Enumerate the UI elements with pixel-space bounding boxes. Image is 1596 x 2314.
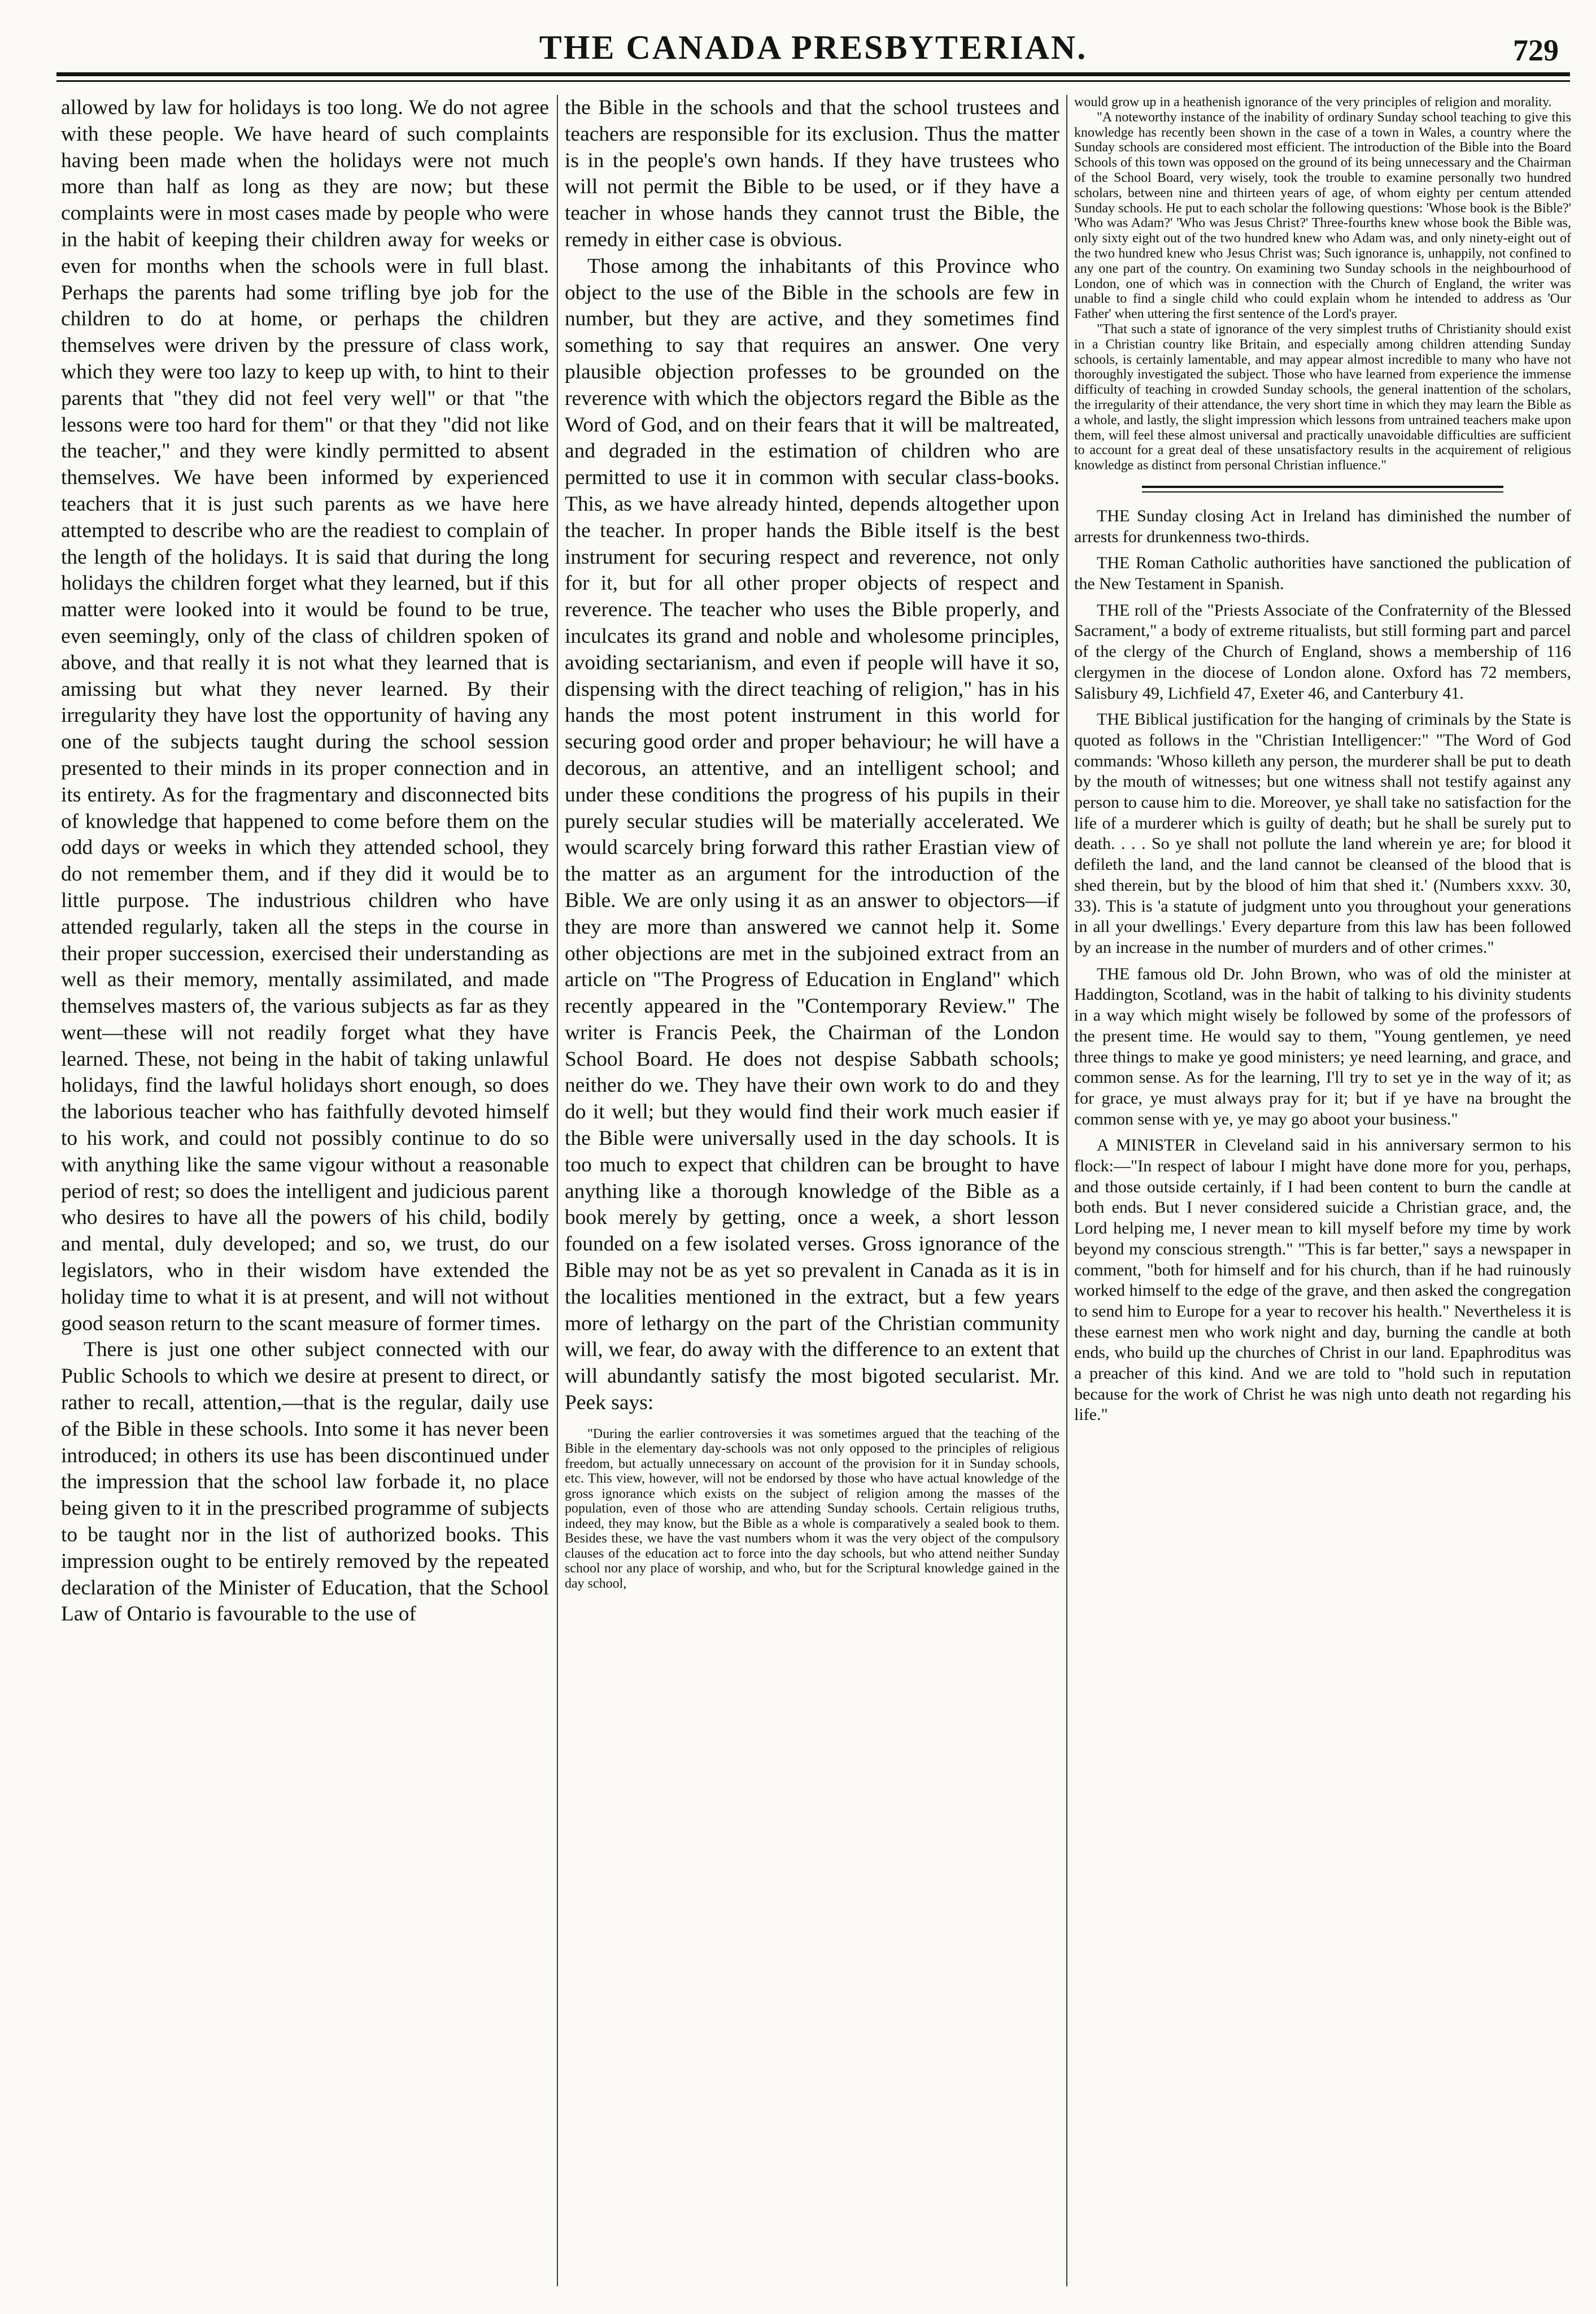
header-rule-thin <box>56 80 1570 82</box>
column-1 <box>61 95 549 2286</box>
block-quote: would grow up in a heathenish ignorance of the very principles of religion and morality. <box>1074 95 1552 110</box>
column-divider-2 <box>1066 95 1067 2286</box>
section-separator-thin <box>1142 491 1503 493</box>
column-3 <box>1074 95 1571 2286</box>
page-number: 729 <box>1513 33 1559 67</box>
paragraph: There is just one other subject connected with our Public Schools to which we desire at present to direct, or rather to recall, attention,—that is the regular, daily use of the Bible in these schools. Into some it has never been introduced; in others its use has been discontinued under the impression that the school law forbade it, no place being given to it in the prescribed programme of subjects to be taught nor in the list of authorized books. This impression ought to be entirely removed by the repeated declaration of the Minister of Education, that the School Law of Ontario is favourable to the use of <box>61 1338 549 1626</box>
block-quote: "During the earlier controversies it was sometimes argued that the teaching of the Bible in the elementary day-schools was not only opposed to the principles of religious freedom, but actually unnecessary on account of the provision for it in Sunday schools, etc. This view, however, will not be endorsed by those who have actual knowledge of the gross ignorance which exists on the subject of religion among the masses of the population, even of those who are attending Sunday schools. Certain religious truths, indeed, they may know, but the Bible as a whole is comparatively a sealed book to them. Besides these, we have the vast numbers whom it was the very object of the compulsory clauses of the education act to force into the day schools, but who attend neither Sunday school nor any place of worship, and who, but for the Scriptural knowledge gained in the day school, <box>565 1426 1059 1591</box>
news-item: A MINISTER in Cleveland said in his anniversary sermon to his flock:—"In respect of labour I might have done more for you, perhaps, and those outside certainly, if I had been content to burn the candle at both ends. But I never considered suicide a Christian grace, and, the Lord helping me, I never mean to kill myself before my time by work beyond my conscious strength." "This is far better," says a newspaper in comment, "both for himself and for his church, than if he had ruinously worked himself to the edge of the grave, and then asked the congregation to send him to Europe for a year to recover his health." Nevertheless it is these earnest men who work night and day, burning the candle at both ends, who build up the churches of Christ in our land. Epaphroditus was a preacher of this kind. And we are told to "hold such in reputation because for the work of Christ he was nigh unto death not regarding his life." <box>1074 1136 1571 1424</box>
news-item: THE Roman Catholic authorities have sanctioned the publication of the New Testament in Spanish. <box>1074 554 1571 594</box>
paragraph: Those among the inhabitants of this Province who object to the use of the Bible in the schools are few in number, but they are active, and they sometimes find something to say that requires an answer. One very plausible objection professes to be grounded on the reverence with which the objectors regard the Bible as the Word of God, and on their fears that it will be maltreated, and degraded in the estimation of children who are permitted to use it in common with secular class-books. This, as we have already hinted, depends altogether upon the teacher. In proper hands the Bible itself is the best instrument for securing respect and reverence, not only for it, but for all other proper objects of respect and reverence. The teacher who uses the Bible properly, and inculcates its grand and noble and wholesome principles, avoiding sectarianism, and even if people will have it so, dispensing with the direct teaching of religion," has in his hands the most potent instrument in this world for securing good order and proper behaviour; he will have a decorous, an attentive, and an intelligent school; and under these conditions the progress of his pupils in their purely secular studies will be materially accelerated. We would scarcely bring forward this rather Erastian view of the matter as an argument for the introduction of the Bible. We are only using it as an answer to objectors—if they are more than answered we cannot help it. Some other objections are met in the subjoined extract from an article on "The Progress of Education in England" which recently appeared in the "Contemporary Review." The writer is Francis Peek, the Chairman of the London School Board. He does not despise Sabbath schools; neither do we. They have their own work to do and they do it well; but they would find their work much easier if the Bible were universally used in the day schools. It is too much to expect that children can be brought to have anything like a thorough knowledge of the Bible as a book merely by getting, once a week, a short lesson founded on a few isolated verses. Gross ignorance of the Bible may not be as yet so prevalent in Canada as it is in the localities mentioned in the extract, but a few years more of lethargy on the part of the Christian community will, we fear, do away with the difference to an extent that will abundantly satisfy the most bigoted secularist. Mr. Peek says: <box>565 254 1059 1415</box>
column-2 <box>565 95 1059 2286</box>
column-divider-1 <box>557 95 558 2286</box>
section-separator <box>1142 486 1503 488</box>
masthead-title: THE CANADA PRESBYTERIAN. <box>539 29 1088 66</box>
paragraph: allowed by law for holidays is too long. We do not agree with these people. We have heard of such complaints having been made when the holidays were not much more than half as long as they are now; but these complaints were in most cases made by people who were in the habit of keeping their children away for weeks or even for months when the schools were in full blast. Perhaps the parents had some trifling bye job for the children to do at home, or perhaps the children themselves were driven by the pressure of class work, which they were too lazy to keep up with, to hint to their parents that "they did not feel very well" or that "the lessons were too hard for them" or that they "did not like the teacher," and they were kindly permitted to absent themselves. We have been informed by experienced teachers that it is just such parents as we have here attempted to describe who are the readiest to complain of the length of the holidays. It is said that during the long holidays the children forget what they learned, but if this matter were looked into it would be found to be true, even seemingly, only of the class of children spoken of above, and that really it is not what they learned that is amissing but what they never learned. By their irregularity they have lost the opportunity of having any one of the subjects taught during the school session presented to their minds in its proper connection and in its entirety. As for the fragmentary and disconnected bits of knowledge that happened to come before them on the odd days or weeks in which they attended school, they do not remember them, and if they did it would be to little purpose. The industrious children who have attended regularly, taken all the steps in the course in their proper succession, exercised their understanding as well as their memory, mentally assimilated, and made themselves masters of, the various subjects as far as they went—these will not readily forget what they have learned. These, not being in the habit of taking unlawful holidays, find the lawful holidays short enough, so does the laborious teacher who has faithfully devoted himself to his work, and could not possibly continue to do so with anything like the same vigour without a reasonable period of rest; so does the intelligent and judicious parent who desires to have all the powers of his child, bodily and mental, duly developed; and so, we trust, do our legislators, who in their wisdom have extended the holiday time to what it is at present, and will not without good season return to the scant measure of former times. <box>61 96 549 1335</box>
news-item: THE Sunday closing Act in Ireland has diminished the number of arrests for drunkenness two-thirds. <box>1074 506 1571 546</box>
block-quote: "A noteworthy instance of the inability of ordinary Sunday school teaching to give this knowledge has recently been shown in the case of a town in Wales, a country where the Sunday schools are considered most efficient. The introduction of the Bible into the Board Schools of this town was opposed on the ground of its being unnecessary and the Chairman of the School Board, very wisely, took the trouble to examine personally two hundred scholars, between nine and thirteen years of age, of whom eighty per centum attended Sunday schools. He put to each scholar the following questions: 'Whose book is the Bible?' 'Who was Adam?' 'Who was Jesus Christ?' Three-fourths knew whose book the Bible was, only sixty eight out of the two hundred knew who Adam was, and only ninety-eight out of the two hundred knew who Jesus Christ was; Such ignorance is, unhappily, not confined to any one part of the country. On examining two Sunday schools in the neighbourhood of London, one of which was in connection with the Church of England, the writer was unable to find a single child who could explain whom he intended to address as 'Our Father' when uttering the first sentence of the Lord's prayer. <box>1074 110 1571 322</box>
news-item: THE famous old Dr. John Brown, who was of old the minister at Haddington, Scotland, was in the habit of talking to his divinity students in a way which might wisely be followed by some of the professors of the present time. He would say to them, "Young gentlemen, ye need three things to make ye good ministers; ye need learning, and grace, and common sense. As for the learning, I'll try to set ye in the way of it; as for grace, ye must always pray for it; but if ye have na brought the common sense with ye, ye may go aboot your business." <box>1074 964 1571 1128</box>
paragraph: the Bible in the schools and that the school trustees and teachers are responsible for its exclusion. Thus the matter is in the people's own hands. If they have trustees who will not permit the Bible to be used, or if they have a teacher in whose hands they cannot trust the Bible, the remedy in either case is obvious. <box>565 96 1059 251</box>
block-quote: "That such a state of ignorance of the very simplest truths of Christianity should exist in a Christian country like Britain, and especially among children attending Sunday schools, is certainly lamentable, and may appear almost incredible to many who have not thoroughly investigated the subject. Those who have learned from experience the immense difficulty of teaching in crowded Sunday schools, the general inattention of the scholars, the irregularity of their attendance, the very short time in which they may learn the Bible as a whole, and lastly, the slight impression which lessons from untrained teachers make upon them, will feel these almost universal and practically unavoidable difficulties are sufficient to account for a great deal of these unsatisfactory results in the acquirement of religious knowledge as distinct from personal Christian influence." <box>1074 321 1571 473</box>
header-rule-thick <box>56 72 1570 76</box>
news-item: THE Biblical justification for the hanging of criminals by the State is quoted as follows in the "Christian Intelligencer:" "The Word of God commands: 'Whoso killeth any person, the murderer shall be put to death by the mouth of witnesses; but one witness shall not testify against any person to cause him to die. Moreover, ye shall take no satisfaction for the life of a murderer which is guilty of death; but he shall be surely put to death. . . . So ye shall not pollute the land wherein ye are; for blood it defileth the land, and the land cannot be cleansed of the blood that is shed therein, but by the blood of him that shed it.' (Numbers xxxv. 30, 33). This is 'a statute of judgment unto you throughout your generations in all your dwellings.' Every departure from this law has been followed by an increase in the number of murders and of other crimes." <box>1074 710 1571 957</box>
news-item: THE roll of the "Priests Associate of the Confraternity of the Blessed Sacrament," a body of extreme ritualists, but still forming part and parcel of the clergy of the Church of England, shows a membership of 116 clergymen in the diocese of London alone. Oxford has 72 members, Salisbury 49, Lichfield 47, Exeter 46, and Canterbury 41. <box>1074 600 1571 703</box>
